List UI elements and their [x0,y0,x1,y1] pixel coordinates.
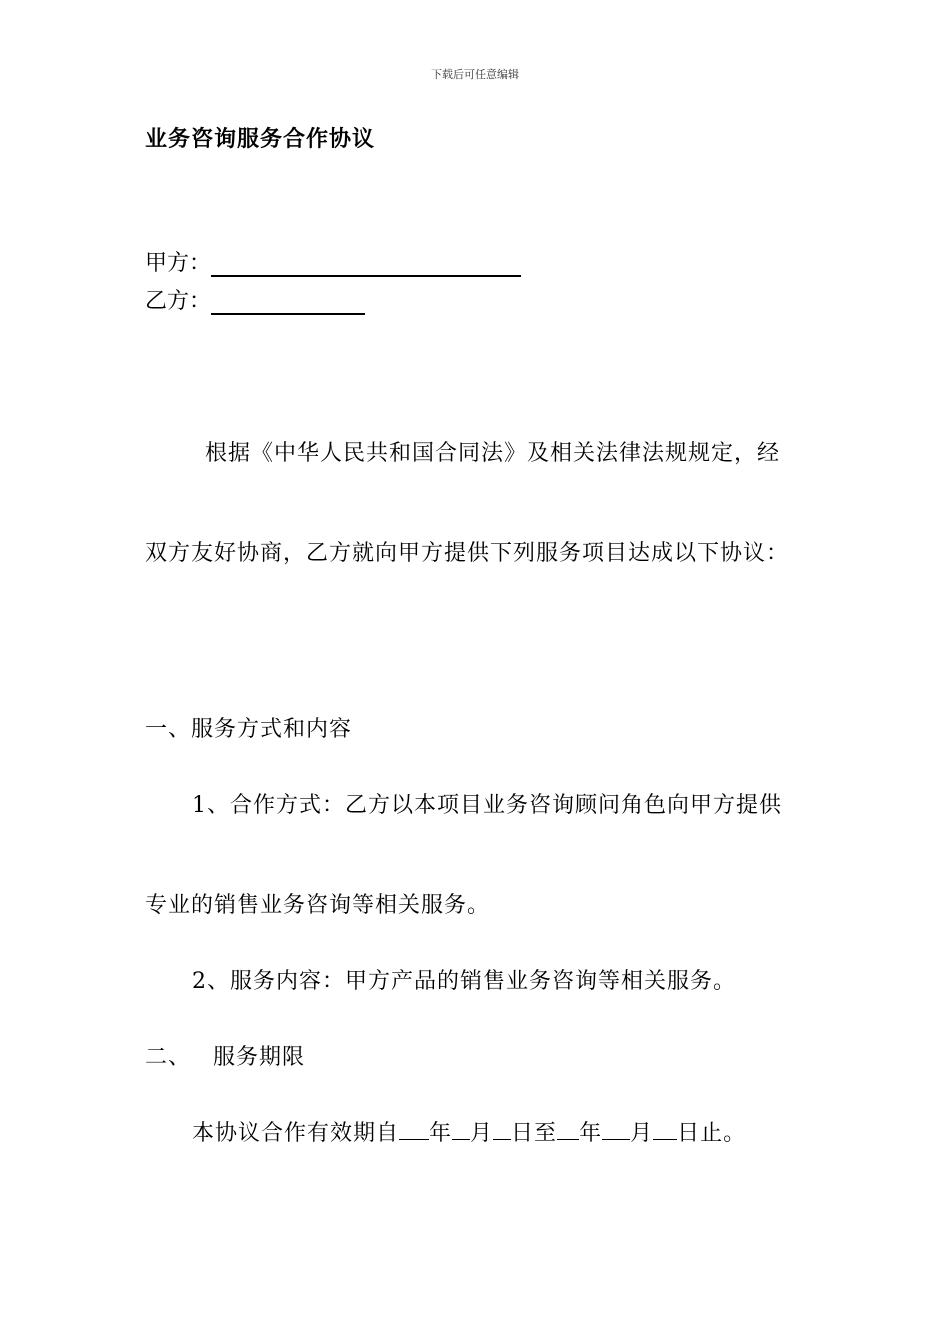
party-b-label: 乙方： [145,289,212,314]
start-year-blank [399,1117,429,1140]
section-1-item-2: 2、服务内容：甲方产品的销售业务咨询等相关服务。 [192,969,736,994]
end-year-unit: 年 [579,1121,603,1146]
end-month-blank [602,1117,630,1140]
start-day-blank [493,1117,511,1140]
end-month-unit: 月 [630,1121,654,1146]
start-month-blank [452,1117,470,1140]
end-year-blank [557,1117,579,1140]
party-a-label: 甲方： [145,251,212,276]
section-2-heading-text: 服务期限 [213,1045,306,1070]
party-a-row [145,246,521,277]
section-2-heading-number: 二、 [145,1045,192,1070]
section-1-item-1-line-1: 1、合作方式：乙方以本项目业务咨询顾问角色向甲方提供 [192,793,782,818]
day-end-text: 日止。 [677,1121,747,1146]
party-b-blank [211,289,365,315]
party-a-blank [211,251,521,277]
preamble-line-2: 双方友好协商，乙方就向甲方提供下列服务项目达成以下协议： [145,541,790,566]
term-prefix: 本协议合作有效期自 [192,1121,400,1146]
page-header-note: 下载后可任意编辑 [431,68,519,81]
document-title: 业务咨询服务合作协议 [145,126,376,152]
term-sentence [192,1116,746,1147]
start-month-unit: 月 [470,1121,494,1146]
start-year-unit: 年 [429,1121,453,1146]
party-b-row [145,284,365,315]
section-1-item-1-line-2: 专业的销售业务咨询等相关服务。 [145,893,491,918]
day-to-text: 日至 [511,1121,558,1146]
preamble-line-1: 根据《中华人民共和国合同法》及相关法律法规规定，经 [205,441,781,466]
section-1-heading: 一、服务方式和内容 [145,717,353,742]
section-2-heading [145,1040,305,1071]
end-day-blank [653,1117,677,1140]
